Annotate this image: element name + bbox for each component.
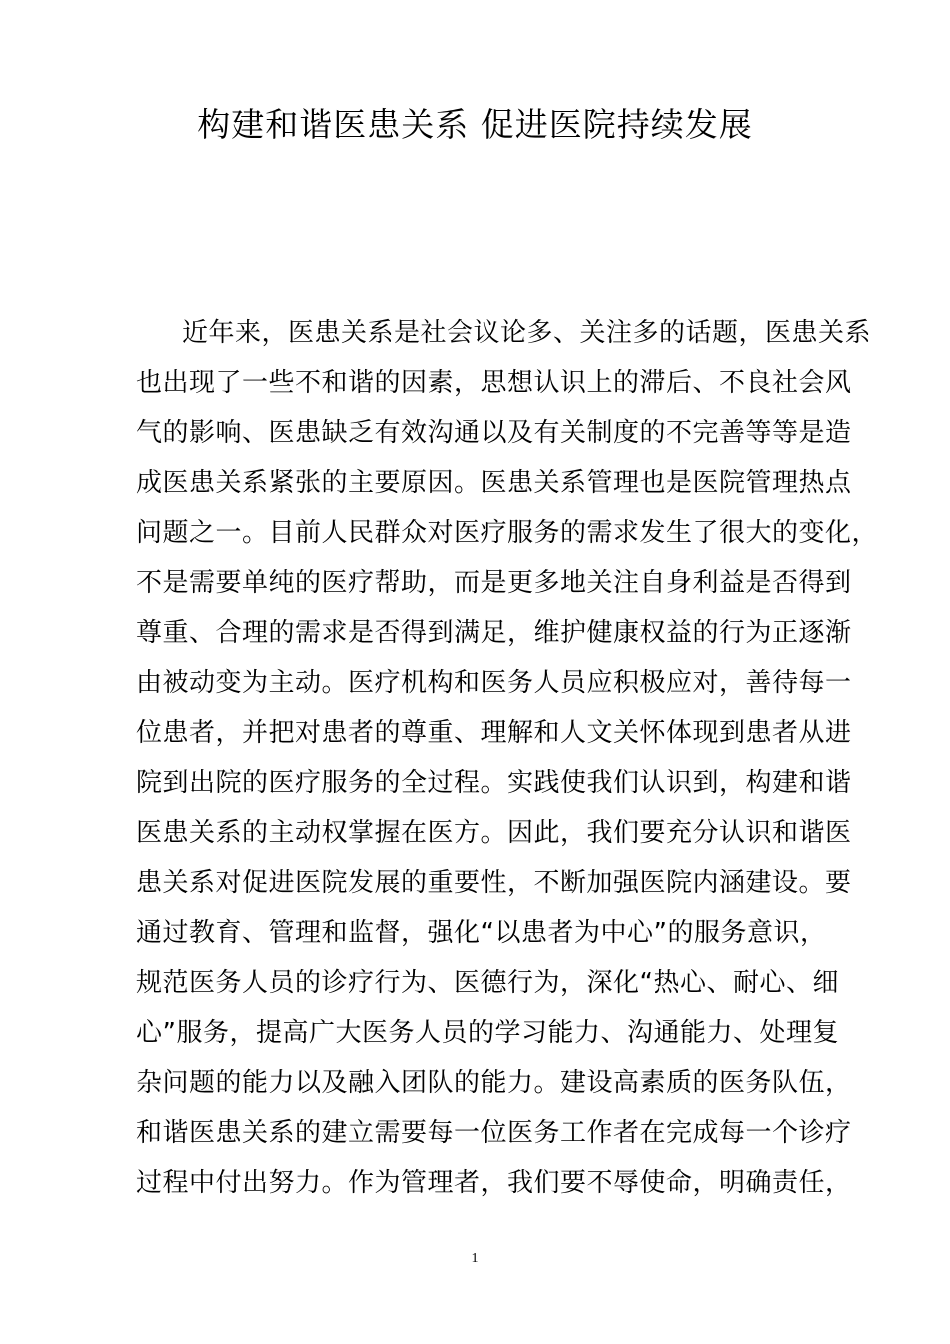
page-number: 1 [471,1251,479,1266]
paragraph-line: 过程中付出努力。作为管理者，我们要不辱使命，明确责任， [136,1168,852,1198]
paragraph-line: 成医患关系紧张的主要原因。医患关系管理也是医院管理热点 [136,468,852,498]
body-paragraph [136,308,879,1208]
paragraph-line: 心”服务，提高广大医务人员的学习能力、沟通能力、处理复 [136,1018,839,1048]
paragraph-line: 尊重、合理的需求是否得到满足，维护健康权益的行为正逐渐 [136,618,852,648]
paragraph-line: 规范医务人员的诊疗行为、医德行为，深化“热心、耐心、细 [136,968,839,998]
paragraph-line: 近年来，医患关系是社会议论多、关注多的话题，医患关系 [182,318,872,348]
paragraph-line: 问题之一。目前人民群众对医疗服务的需求发生了很大的变化， [136,518,879,548]
paragraph-line: 通过教育、管理和监督，强化“以患者为中心”的服务意识， [136,918,827,948]
page-title: 构建和谐医患关系 促进医院持续发展 [197,105,753,144]
paragraph-line: 位患者，并把对患者的尊重、理解和人文关怀体现到患者从进 [136,718,852,748]
paragraph-line: 气的影响、医患缺乏有效沟通以及有关制度的不完善等等是造 [136,418,852,448]
paragraph-line: 也出现了一些不和谐的因素，思想认识上的滞后、不良社会风 [136,368,852,398]
paragraph-line: 杂问题的能力以及融入团队的能力。建设高素质的医务队伍， [136,1068,852,1098]
paragraph-line: 由被动变为主动。医疗机构和医务人员应积极应对，善待每一 [136,668,852,698]
paragraph-line: 患关系对促进医院发展的重要性，不断加强医院内涵建设。要 [136,868,852,898]
paragraph-line: 和谐医患关系的建立需要每一位医务工作者在完成每一个诊疗 [136,1118,852,1148]
paragraph-line: 院到出院的医疗服务的全过程。实践使我们认识到，构建和谐 [136,768,852,798]
paragraph-line: 不是需要单纯的医疗帮助，而是更多地关注自身利益是否得到 [136,568,852,598]
paragraph-line: 医患关系的主动权掌握在医方。因此，我们要充分认识和谐医 [136,818,852,848]
